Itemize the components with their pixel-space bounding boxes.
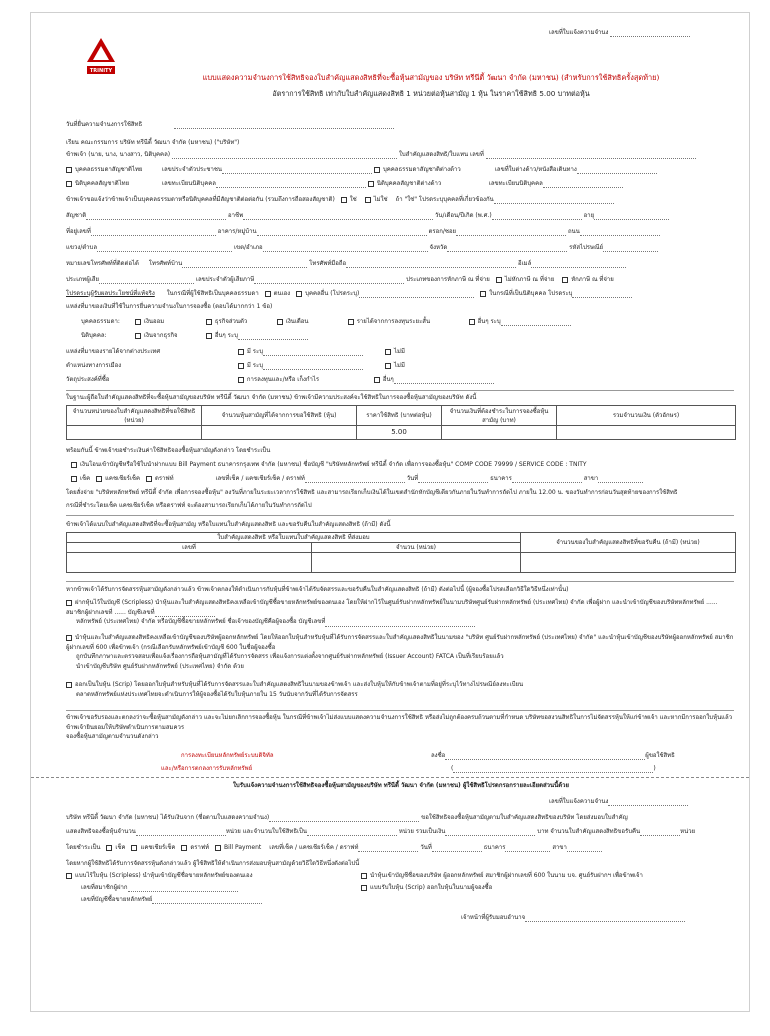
- related-row: ข้าพเจ้าขอแจ้งว่าข้าพเจ้าเป็นบุคคลธรรมดาหรือนิติบุคคลที่มีสัญชาติต่อต่อกัน (รวมถึงการถือสองสัญชาติ) ใช่ ไม่ใช่ ถ้า "ใช่" โปรดระบุบุคคลที่เกี่ยวข้องกัน: [66, 195, 614, 204]
- type-row-1: บุคคลธรรมดาสัญชาติไทย เลขประจำตัวประชาชน บุคคลธรรมดาสัญชาติต่างด้าว เลขที่ใบต่างด้าว/หนังสือเดินทาง: [66, 165, 657, 174]
- juristic-case-checkbox[interactable]: [480, 291, 486, 297]
- form-number: เลขที่ใบแจ้งความจำนง: [549, 28, 690, 37]
- exercise-price: 5.00: [357, 426, 442, 440]
- form-page: เลขที่ใบแจ้งความจำนง TRINITY แบบแสดงความจำนงการใช้สิทธิจองใบสำคัญแสดงสิทธิที่จะซื้อหุ้นสามัญของ บริษัท ทรีนีตี้ วัฒนา จำกัด (มหาชน) (สำหรับการใช้สิทธิครั้งสุดท้าย) อัตราการใช้สิทธิ เท่ากับใบสำคัญแสดงสิทธิ 1 หน่วยต่อหุ้นสามัญ 1 หุ้น ในราคาใช้สิทธิ 5.00 บาทต่อหุ้น วันที่ยื่นความจำนงการใช้สิทธิ เรียน คณะกรรมการ บริษัท ทรีนีตี้ วัฒนา จำกัด (มหาชน) ("บริษัท") ข้าพเจ้า (นาย, นาง, นางสาว, นิติบุคคล) ใบสำคัญแสดงสิทธิ/ใบแทน เลขที่ บุคคลธรรมดาสัญชาติไทย เลขประจำตัวประชาชน บุคคลธรรมดาสัญชาติต่างด้าว เลขที่ใบต่างด้าว/หนังสือเดินทาง นิติบุคคลสัญชาติไทย เลขทะเบียนนิติบุคคล นิติบุคคลสัญชาติต่างด้าว เลขทะเบียนนิติบุคคล ข้าพเจ้าขอแจ้งว่าข้าพเจ้าเป็นบุคคลธรรมดาหรือนิติบุคคลที่มีสัญชาติต่อต่อกัน (รวมถึงการถือสองสัญชาติ) ใช่ ไม่ใช่ ถ้า "ใช่" โปรดระบุบุคคลที่เกี่ยวข้องกัน สัญชาติ อาชีพ วัน/เดือน/ปีเกิด (พ.ศ.) อายุ ที่อยู่เลขที่ อาคาร/หมู่บ้าน ตรอก/ซอย ถนน แขวง/ตำบล เขต/อำเภอ จังหวัด รหัสไปรษณีย์ หมายเลขโทรศัพท์ที่ติดต่อได้ โทรศัพท์บ้าน โทรศัพท์มือถือ อีเมล์ ประเภทผู้เสีย เลขประจำตัวผู้เสียภาษี ประเภทของการหักภาษี ณ ที่จ่าย ไม่หักภาษี ณ ที่จ่าย หักภาษี ณ ที่จ่าย โปรดระบุผู้รับผลประโยชน์ที่แท้จริง ในกรณีที่ผู้ใช้สิทธิเป็นบุคคลธรรมดา ตนเอง บุคคลอื่น (โปรดระบุ) ในกรณีที่เป็นนิติบุคคล โปรดระบุ แหล่งที่มาของเงินที่ใช้ในการยื่นความจำนงในการจองซื้อ (ตอบได้มากกว่า 1 ข้อ) บุคคลธรรมดา: เงินออม ธุรกิจส่วนตัว เงินเดือน รายได้จากการลงทุนระยะสั้น อื่นๆ ระบุ นิติบุคคล: เงินจากธุรกิจ อื่นๆ ระบุ แหล่งที่มาของรายได้จากต่างประเทศ มี ระบุ ไม่มี ตำแหน่งทางการเมือง มี ระบุ ไม่มี วัตถุประสงค์ที่ซื้อ การลงทุนและ/หรือ เก็งกำไร อื่นๆ ในฐานะผู้ถือใบสำคัญแสดงสิทธิที่จะซื้อหุ้นสามัญของบริษัท ทรีนีตี้ วัฒนา จำกัด (มหาชน) ข้าพเจ้ามีความประสงค์จะใช้สิทธิในการจองซื้อหุ้นสามัญของบริษัท ดังนี้ จำนวนหน่วยของใบสำคัญแสดงสิทธิที่ขอใช้สิทธิ (หน่วย) จำนวนหุ้นสามัญที่ได้จากการขอใช้สิทธิ (หุ้น) ราคาใช้สิทธิ (บาทต่อหุ้น) จำนวนเงินที่ต้องชำระในการจองซื้อหุ้นสามัญ (บาท) รวมจำนวนเงิน (ตัวอักษร) 5.00 พร้อมกันนี้ ข้าพเจ้าขอชำระเงินค่าใช้สิทธิจองซื้อหุ้นสามัญดังกล่าว โดยชำระเป็น เงินโอนเข้าบัญชีหรือใช้ใบนำฝากแบบ Bill Payment ธนาคารกรุงเทพ จำกัด (มหาชน) ชื่อบัญชี "บริษัทหลักทรัพย์ ทรีนีตี้ จำกัด เพื่อการจองซื้อหุ้น" COMP CODE 79999 / SERVICE CODE : TNITY เช็ค แคชเชียร์เช็ค ดราฟท์ เลขที่เช็ค / แคชเชียร์เช็ค / ดราฟท์ วันที่ ธนาคาร สาขา โดยสั่งจ่าย "บริษัทหลักทรัพย์ ทรีนีตี้ จำกัด เพื่อการจองซื้อหุ้น" ลงวันที่ภายในระยะเวลาการใช้สิทธิ และสามารถเรียกเก็บเงินได้ในเขตสำนักหักบัญชีเดียวกันภายในวันทำการถัดไป ภายใน 12.00 น. ของวันทำการก่อนวันสุดท้ายของการใช้สิทธิ กรณีที่ชำระโดยเช็ค แคชเชียร์เช็ค หรือดราฟท์ จะต้องสามารถเรียกเก็บได้ภายในวันทำการถัดไป ข้าพเจ้าได้แนบใบสำคัญแสดงสิทธิที่จะซื้อหุ้นสามัญ หรือใบแทนใบสำคัญแสดงสิทธิ และขอรับคืนใบสำคัญแสดงสิทธิ (ถ้ามี) ดังนี้ ใบสำคัญแสดงสิทธิ หรือใบแทนใบสำคัญแสดงสิทธิ ที่ส่งมอบ จำนวนของใบสำคัญแสดงสิทธิที่ขอรับคืน (ถ้ามี) (หน่วย) เลขที่ จำนวน (หน่วย) หากข้าพเจ้าได้รับการจัดสรรหุ้นสามัญดังกล่าวแล้ว ข้าพเจ้าตกลงให้ดำเนินการกับหุ้นที่ข้าพเจ้าได้รับจัดสรรและขอรับคืนใบสำคัญแสดงสิทธิ (ถ้ามี) ดังต่อไปนี้ (ผู้จองซื้อโปรดเลือกวิธีใดวิธีหนึ่งเท่านั้น) ฝากหุ้นไว้ในบัญชี (Scripless) นำหุ้นและใบสำคัญแสดงสิทธิคงเหลือเข้าบัญชีซื้อขายหลักทรัพย์ของตนเอง โดยให้ฝากไว้ในศูนย์รับฝากหลักทรัพย์ในนามบริษัทศูนย์รับฝากหลักทรัพย์ (ประเทศไทย) จำกัด เพื่อผู้ฝาก และนำเข้าบัญชีของบริษัทหลักทรัพย์ ...... สมาชิกผู้ฝากเลขที่ ...... บัญชีเลขที่ หลักทรัพย์ (ประเทศไทย) จำกัด หรือบัญชีซื้อขายหลักทรัพย์ ชื่อเจ้าของบัญชีคือผู้จองซื้อ บัญชีเลขที่ นำหุ้นและใบสำคัญแสดงสิทธิคงเหลือเข้าบัญชีของบริษัทผู้ออกหลักทรัพย์ โดยให้ออกใบหุ้นสำหรับหุ้นที่ได้รับการจัดสรรและใบสำคัญแสดงสิทธิในนามของ "บริษัท ศูนย์รับฝากหลักทรัพย์ (ประเทศไทย) จำกัด" และนำหุ้นเข้าบัญชีของบริษัทผู้ออกหลักทรัพย์ สมาชิกผู้ฝากเลขที่ 600 เพื่อข้าพเจ้า (กรณีเลือกรับหลักทรัพย์เข้าบัญชี 600 ในชื่อผู้จองซื้อ ถูกบันทึกภาษาและตรวจสอบเพื่อแจ้งเรื่องการถือหุ้นสามัญที่ได้รับการจัดสรร เพื่อแจ้งการแต่งตั้งจากศูนย์รับฝากหลักทรัพย์ (Issuer Account) FATCA เป็นที่เรียบร้อยแล้ว นำเข้าบัญชีบริษัท ศูนย์รับฝากหลักทรัพย์ (ประเทศไทย) จำกัด ด้วย ออกเป็นใบหุ้น (Scrip) โดยออกใบหุ้นสำหรับหุ้นที่ได้รับการจัดสรรและใบสำคัญแสดงสิทธิในนามของข้าพเจ้า และส่งใบหุ้นให้กับข้าพเจ้าตามที่อยู่ที่ระบุไว้ทางไปรษณีย์ลงทะเบียน ตลาดหลักทรัพย์แห่งประเทศไทยจะดำเนินการให้ผู้จองซื้อได้รับใบหุ้นภายใน 15 วันนับจากวันที่ได้รับการจัดสรร ข้าพเจ้าขอรับรองและตกลงว่าจะซื้อหุ้นสามัญดังกล่าว และจะไม่ยกเลิกการจองซื้อหุ้น ในกรณีที่ข้าพเจ้าไม่ส่งแบบแสดงความจำนงการใช้สิทธิ หรือส่งไม่ถูกต้องครบถ้วนตามที่กำหนด บริษัทขอสงวนสิทธิในการไม่จัดสรรหุ้นให้แก่ข้าพเจ้า และหากมีการออกใบหุ้นแล้วข้าพเจ้ายินยอมให้บริษัทดำเนินการตามสมควร จองซื้อหุ้นสามัญตามจำนวนดังกล่าว การลงทะเบียนหลักทรัพย์ระบบดิจิทัล และ/หรือการตกลงการรับหลักทรัพย์ ลงชื่อ ผู้ขอใช้สิทธิ ( ) ใบรับแจ้งความจำนงการใช้สิทธิจองซื้อหุ้นสามัญของบริษัท ทรีนีตี้ วัฒนา จำกัด (มหาชน) ผู้ใช้สิทธิโปรดกรอกรายละเอียดส่วนนี้ด้วย เลขที่ใบแจ้งความจำนง บริษัท ทรีนีตี้ วัฒนา จำกัด (มหาชน) ได้รับเงินจาก (ชื่อตามใบแสดงความจำนง) ขอใช้สิทธิจองซื้อหุ้นสามัญตามใบสำคัญแสดงสิทธิของบริษัท โดยส่งมอบใบสำคัญ แสดงสิทธิจองซื้อหุ้นจำนวน หน่วย และจำนวนใบใช้สิทธิเป็น หน่วย รวมเป็นเงิน บาท จำนวนใบสำคัญแสดงสิทธิขอรับคืน หน่วย โดยชำระเป็น เช็ค แคชเชียร์เช็ค ดราฟท์ Bill Payment เลขที่เช็ค / แคชเชียร์เช็ค / ดราฟท์ วันที่ ธนาคาร สาขา โดยหากผู้ใช้สิทธิได้รับการจัดสรรหุ้นดังกล่าวแล้ว ผู้ใช้สิทธิให้ดำเนินการส่งมอบหุ้นสามัญด้วยวิธีใดวิธีหนึ่งดังต่อไปนี้ แบบไร้ใบหุ้น (Scripless) นำหุ้นเข้าบัญชีชื่อขายหลักทรัพย์ของตนเอง เลขที่สมาชิกผู้ฝาก เลขที่บัญชีซื้อขายหลักทรัพย์ นำหุ้นเข้าบัญชีชื่อของบริษัท ผู้ออกหลักทรัพย์ สมาชิกผู้ฝากเลขที่ 600 ในนาม บจ. ศูนย์รับฝากฯ เพื่อข้าพเจ้า แบบรับใบหุ้น (Scrip) ออกใบหุ้นในนามผู้จองซื้อ เจ้าหน้าที่ผู้รับมอบอำนาจ: [30, 12, 750, 1012]
- id-card-field[interactable]: [222, 166, 372, 174]
- receipt-number: เลขที่ใบแจ้งความจำนง: [549, 797, 688, 806]
- person-sources-row: บุคคลธรรมดา: เงินออม ธุรกิจส่วนตัว เงินเดือน รายได้จากการลงทุนระยะสั้น อื่นๆ ระบุ: [81, 317, 571, 326]
- scripless-checkbox[interactable]: [66, 600, 72, 606]
- other-checkbox[interactable]: [296, 291, 302, 297]
- cheque-row: เช็ค แคชเชียร์เช็ค ดราฟท์ เลขที่เช็ค / แคชเชียร์เช็ค / ดราฟท์ วันที่ ธนาคาร สาขา: [71, 474, 643, 483]
- beneficiary-row: โปรดระบุผู้รับผลประโยชน์ที่แท้จริง ในกรณีที่ผู้ใช้สิทธิเป็นบุคคลธรรมดา ตนเอง บุคคลอื่น (โปรดระบุ) ในกรณีที่เป็นนิติบุคคล โปรดระบุ: [66, 289, 632, 298]
- form-subtitle: อัตราการใช้สิทธิ เท่ากับใบสำคัญแสดงสิทธิ 1 หน่วยต่อหุ้นสามัญ 1 หุ้น ในราคาใช้สิทธิ 5.00 บาทต่อหุ้น: [272, 89, 590, 98]
- signature-line: ลงชื่อ ผู้ขอใช้สิทธิ: [431, 752, 675, 759]
- issuer-account-checkbox[interactable]: [66, 635, 72, 641]
- address-row: ที่อยู่เลขที่ อาคาร/หมู่บ้าน ตรอก/ซอย ถนน: [66, 227, 660, 236]
- date-row: วันที่ยื่นความจำนงการใช้สิทธิ: [66, 120, 394, 129]
- receipt-line-1: บริษัท ทรีนีตี้ วัฒนา จำกัด (มหาชน) ได้รับเงินจาก (ชื่อตามใบแสดงความจำนง) ขอใช้สิทธิจองซื้อหุ้นสามัญตามใบสำคัญแสดงสิทธิของบริษัท โดยส่งมอบใบสำคัญ: [66, 814, 628, 821]
- receipt-option-2: นำหุ้นเข้าบัญชีชื่อของบริษัท ผู้ออกหลักทรัพย์ สมาชิกผู้ฝากเลขที่ 600 ในนาม บจ. ศูนย์รับฝากฯ เพื่อข้าพเจ้า: [361, 871, 643, 880]
- payment-intro: พร้อมกันนี้ ข้าพเจ้าขอชำระเงินค่าใช้สิทธิจองซื้อหุ้นสามัญดังกล่าว โดยชำระเป็น: [66, 447, 271, 454]
- receipt-line-2: แสดงสิทธิจองซื้อหุ้นจำนวน หน่วย และจำนวนใบใช้สิทธิเป็น หน่วย รวมเป็นเงิน บาท จำนวนใบสำคัญแสดงสิทธิขอรับคืน หน่วย: [66, 828, 696, 835]
- delivery-option-3: ออกเป็นใบหุ้น (Scrip) โดยออกใบหุ้นสำหรับหุ้นที่ได้รับการจัดสรรและใบสำคัญแสดงสิทธิในนามของข้าพเจ้า และส่งใบหุ้นให้กับข้าพเจ้าตามที่อยู่ที่ระบุไว้ทางไปรษณีย์ลงทะเบียน ตลาดหลักทรัพย์แห่งประเทศไทยจะดำเนินการให้ผู้จองซื้อได้รับใบหุ้นภายใน 15 วันนับจากวันที่ได้รับการจัดสรร: [66, 680, 736, 699]
- withhold-checkbox[interactable]: [562, 277, 568, 283]
- foreign-person-checkbox[interactable]: [374, 167, 380, 173]
- phone-row: หมายเลขโทรศัพท์ที่ติดต่อได้ โทรศัพท์บ้าน โทรศัพท์มือถือ อีเมล์: [66, 259, 626, 268]
- nationality-row: สัญชาติ อาชีพ วัน/เดือน/ปีเกิด (พ.ศ.) อายุ: [66, 211, 669, 220]
- name-field[interactable]: [172, 151, 397, 159]
- receipt-option-1: แบบไร้ใบหุ้น (Scripless) นำหุ้นเข้าบัญชีชื่อขายหลักทรัพย์ของตนเอง: [66, 871, 253, 880]
- allot-intro: โดยหากผู้ใช้สิทธิได้รับการจัดสรรหุ้นดังกล่าวแล้ว ผู้ใช้สิทธิให้ดำเนินการส่งมอบหุ้นสามัญด้วยวิธีใดวิธีหนึ่งดังต่อไปนี้: [66, 860, 360, 867]
- thai-juristic-checkbox[interactable]: [66, 181, 72, 187]
- to-line: เรียน คณะกรรมการ บริษัท ทรีนีตี้ วัฒนา จำกัด (มหาชน) ("บริษัท"): [66, 139, 240, 146]
- receipt-title: ใบรับแจ้งความจำนงการใช้สิทธิจองซื้อหุ้นสามัญของบริษัท ทรีนีตี้ วัฒนา จำกัด (มหาชน) ผู้ใช้สิทธิโปรดกรอกรายละเอียดส่วนนี้ด้วย: [232, 782, 570, 789]
- digital-label: การลงทะเบียนหลักทรัพย์ระบบดิจิทัล: [181, 752, 274, 759]
- related-no-checkbox[interactable]: [365, 197, 371, 203]
- form-title: แบบแสดงความจำนงการใช้สิทธิจองใบสำคัญแสดงสิทธิที่จะซื้อหุ้นสามัญของ บริษัท ทรีนีตี้ วัฒนา จำกัด (มหาชน) (สำหรับการใช้สิทธิครั้งสุดท้าย): [202, 73, 660, 82]
- warrant-table: ใบสำคัญแสดงสิทธิ หรือใบแทนใบสำคัญแสดงสิทธิ ที่ส่งมอบ จำนวนของใบสำคัญแสดงสิทธิที่ขอรับคืน (ถ้ามี) (หน่วย) เลขที่ จำนวน (หน่วย): [66, 532, 736, 573]
- district-row: แขวง/ตำบล เขต/อำเภอ จังหวัด รหัสไปรษณีย์: [66, 243, 658, 252]
- signer-name-field[interactable]: [453, 765, 653, 773]
- attach-note: ข้าพเจ้าได้แนบใบสำคัญแสดงสิทธิที่จะซื้อหุ้นสามัญ หรือใบแทนใบสำคัญแสดงสิทธิ และขอรับคืนใบสำคัญแสดงสิทธิ (ถ้ามี) ดังนี้: [66, 521, 391, 528]
- warrant-no-field[interactable]: [486, 151, 696, 159]
- source-question: แหล่งที่มาของเงินที่ใช้ในการยื่นความจำนงในการจองซื้อ (ตอบได้มากกว่า 1 ข้อ): [66, 303, 273, 310]
- digital-label-2: และ/หรือการตกลงการรับหลักทรัพย์: [161, 765, 253, 772]
- foreign-juristic-checkbox[interactable]: [368, 181, 374, 187]
- delivery-intro: หากข้าพเจ้าได้รับการจัดสรรหุ้นสามัญดังกล่าวแล้ว ข้าพเจ้าตกลงให้ดำเนินการกับหุ้นที่ข้าพเจ้าได้รับจัดสรรและขอรับคืนใบสำคัญแสดงสิทธิ (ถ้ามี) ดังต่อไปนี้ (ผู้จองซื้อโปรดเลือกวิธีใดวิธีหนึ่งเท่านั้น): [66, 586, 569, 593]
- type-row-2: นิติบุคคลสัญชาติไทย เลขทะเบียนนิติบุคคล นิติบุคคลสัญชาติต่างด้าว เลขทะเบียนนิติบุคคล: [66, 179, 623, 188]
- trinity-logo: TRINITY: [84, 36, 118, 78]
- bill-payment-checkbox[interactable]: [71, 462, 77, 468]
- form-number-field[interactable]: [610, 29, 690, 37]
- foreign-source-row: แหล่งที่มาของรายได้จากต่างประเทศ มี ระบุ ไม่มี: [66, 348, 405, 355]
- signature-field[interactable]: [445, 752, 645, 760]
- related-yes-checkbox[interactable]: [341, 197, 347, 203]
- cheque-note-2: กรณีที่ชำระโดยเช็ค แคชเชียร์เช็ค หรือดราฟท์ จะต้องสามารถเรียกเก็บได้ภายในวันทำการถัดไป: [66, 502, 312, 509]
- scrip-checkbox[interactable]: [66, 682, 72, 688]
- name-row: ข้าพเจ้า (นาย, นาง, นางสาว, นิติบุคคล) ใบสำคัญแสดงสิทธิ/ใบแทน เลขที่: [66, 150, 696, 159]
- declaration: ข้าพเจ้าขอรับรองและตกลงว่าจะซื้อหุ้นสามัญดังกล่าว และจะไม่ยกเลิกการจองซื้อหุ้น ในกรณีที่ข้าพเจ้าไม่ส่งแบบแสดงความจำนงการใช้สิทธิ หรือส่งไม่ถูกต้องครบถ้วนตามที่กำหนด บริษัทขอสงวนสิทธิในการไม่จัดสรรหุ้นให้แก่ข้าพเจ้า และหากมีการออกใบหุ้นแล้วข้าพเจ้ายินยอมให้บริษัทดำเนินการตามสมควร จองซื้อหุ้นสามัญตามจำนวนดังกล่าว: [66, 714, 733, 740]
- bill-payment-row: เงินโอนเข้าบัญชีหรือใช้ใบนำฝากแบบ Bill Payment ธนาคารกรุงเทพ จำกัด (มหาชน) ชื่อบัญชี "บริษัทหลักทรัพย์ ทรีนีตี้ จำกัด เพื่อการจองซื้อหุ้น" COMP CODE 79999 / SERVICE CODE : TNITY: [71, 460, 587, 469]
- thai-person-checkbox[interactable]: [66, 167, 72, 173]
- delivery-option-1: ฝากหุ้นไว้ในบัญชี (Scripless) นำหุ้นและใบสำคัญแสดงสิทธิคงเหลือเข้าบัญชีซื้อขายหลักทรัพย์ของตนเอง โดยให้ฝากไว้ในศูนย์รับฝากหลักทรัพย์ในนามบริษัทศูนย์รับฝากหลักทรัพย์ (ประเทศไทย) จำกัด เพื่อผู้ฝาก และนำเข้าบัญชีของบริษัทหลักทรัพย์ ...... สมาชิกผู้ฝากเลขที่ ...... บัญชีเลขที่ หลักทรัพย์ (ประเทศไทย) จำกัด หรือบัญชีซื้อขายหลักทรัพย์ ชื่อเจ้าของบัญชีคือผู้จองซื้อ บัญชีเลขที่: [66, 599, 718, 625]
- cheque-note: โดยสั่งจ่าย "บริษัทหลักทรัพย์ ทรีนีตี้ จำกัด เพื่อการจองซื้อหุ้น" ลงวันที่ภายในระยะเวลาการใช้สิทธิ และสามารถเรียกเก็บเงินได้ในเขตสำนักหักบัญชีเดียวกันภายในวันทำการถัดไป ภายใน 12.00 น. ของวันทำการก่อนวันสุดท้ายของการใช้สิทธิ: [66, 489, 678, 496]
- self-checkbox[interactable]: [265, 291, 271, 297]
- political-row: ตำแหน่งทางการเมือง มี ระบุ ไม่มี: [66, 362, 405, 369]
- purpose-row: วัตถุประสงค์ที่ซื้อ การลงทุนและ/หรือ เก็งกำไร อื่นๆ: [66, 375, 494, 384]
- date-field[interactable]: [174, 121, 394, 129]
- tax-row: ประเภทผู้เสีย เลขประจำตัวผู้เสียภาษี ประเภทของการหักภาษี ณ ที่จ่าย ไม่หักภาษี ณ ที่จ่าย หักภาษี ณ ที่จ่าย: [66, 276, 614, 283]
- juristic-sources-row: นิติบุคคล: เงินจากธุรกิจ อื่นๆ ระบุ: [81, 331, 308, 340]
- no-withhold-checkbox[interactable]: [496, 277, 502, 283]
- delivery-option-2: นำหุ้นและใบสำคัญแสดงสิทธิคงเหลือเข้าบัญชีของบริษัทผู้ออกหลักทรัพย์ โดยให้ออกใบหุ้นสำหรับหุ้นที่ได้รับการจัดสรรและใบสำคัญแสดงสิทธิในนามของ "บริษัท ศูนย์รับฝากหลักทรัพย์ (ประเทศไทย) จำกัด" และนำหุ้นเข้าบัญชีของบริษัทผู้ออกหลักทรัพย์ สมาชิกผู้ฝากเลขที่ 600 เพื่อข้าพเจ้า (กรณีเลือกรับหลักทรัพย์เข้าบัญชี 600 ในชื่อผู้จองซื้อ ถูกบันทึกภาษาและตรวจสอบเพื่อแจ้งเรื่องการถือหุ้นสามัญที่ได้รับการจัดสรร เพื่อแจ้งการแต่งตั้งจากศูนย์รับฝากหลักทรัพย์ (Issuer Account) FATCA เป็นที่เรียบร้อยแล้ว นำเข้าบัญชีบริษัท ศูนย์รับฝากหลักทรัพย์ (ประเทศไทย) จำกัด ด้วย: [66, 634, 734, 670]
- receipt-paid-row: โดยชำระเป็น เช็ค แคชเชียร์เช็ค ดราฟท์ Bill Payment เลขที่เช็ค / แคชเชียร์เช็ค / ดราฟท์ วันที่ ธนาคาร สาขา: [66, 843, 602, 852]
- receipt-option-3: แบบรับใบหุ้น (Scrip) ออกใบหุ้นในนามผู้จองซื้อ: [361, 883, 492, 892]
- intent-line: ในฐานะผู้ถือใบสำคัญแสดงสิทธิที่จะซื้อหุ้นสามัญของบริษัท ทรีนีตี้ วัฒนา จำกัด (มหาชน) ข้าพเจ้ามีความประสงค์จะใช้สิทธิในการจองซื้อหุ้นสามัญของบริษัท ดังนี้: [66, 394, 477, 401]
- officer-signature: เจ้าหน้าที่ผู้รับมอบอำนาจ: [461, 913, 685, 922]
- exercise-table: จำนวนหน่วยของใบสำคัญแสดงสิทธิที่ขอใช้สิทธิ (หน่วย) จำนวนหุ้นสามัญที่ได้จากการขอใช้สิทธิ (หุ้น) ราคาใช้สิทธิ (บาทต่อหุ้น) จำนวนเงินที่ต้องชำระในการจองซื้อหุ้นสามัญ (บาท) รวมจำนวนเงิน (ตัวอักษร) 5.00: [66, 405, 736, 440]
